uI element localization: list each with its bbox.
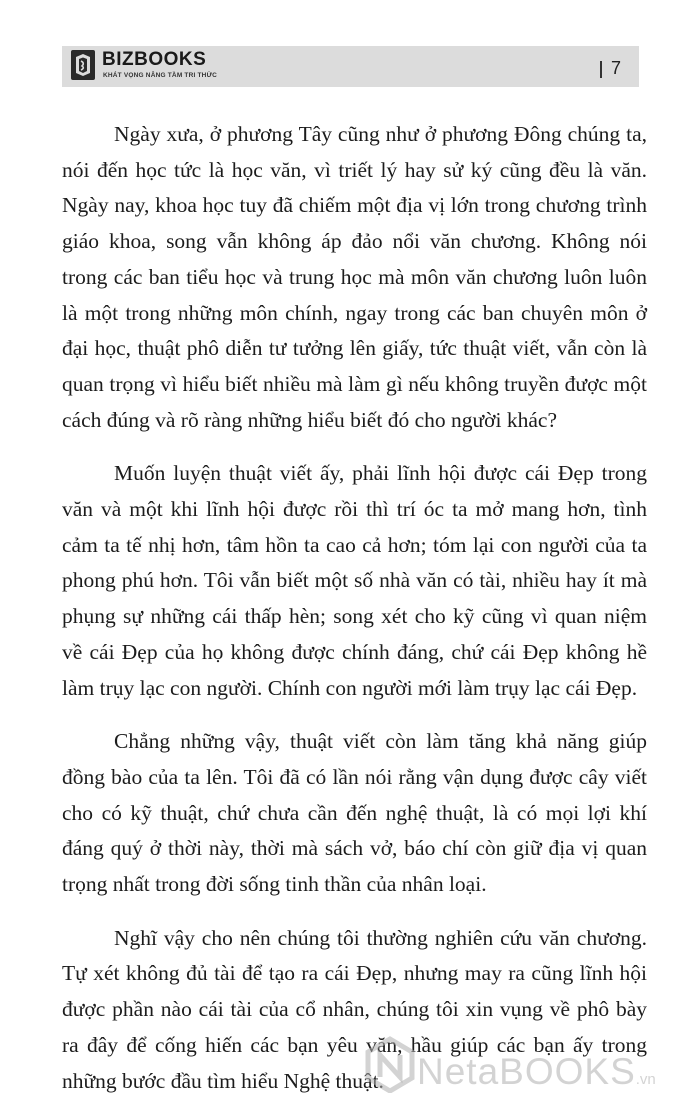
watermark-brand: NetaBOOKS xyxy=(417,1051,636,1092)
brand-tagline: KHÁT VỌNG NÂNG TẦM TRI THỨC xyxy=(103,72,218,79)
paragraph: Muốn luyện thuật viết ấy, phải lĩnh hội được cái Đẹp trong văn và một khi lĩnh hội được rồi thì trí óc ta mở mang hơn, tình cảm ta tế nhị hơn, tâm hồn ta cao cả hơn; tóm lại con người của ta phong phú hơn. Tôi vẫn biết một số nhà văn có tài, nhiều hay ít mà phụng sự những cái thấp hèn; song xét cho kỹ cũng vì quan niệm về cái Đẹp của họ không được chính đáng, chứ cái Đẹp không hề làm trụy lạc con người. Chính con người mới làm trụy lạc cái Đẹp. xyxy=(62,461,647,700)
watermark-domain: .vn xyxy=(635,1071,656,1088)
paragraph: Ngày xưa, ở phương Tây cũng như ở phương Đông chúng ta, nói đến học tức là học văn, vì triết lý hay sử ký cũng đều là văn. Ngày nay, khoa học tuy đã chiếm một địa vị lớn trong chương trình giáo khoa, song vẫn không áp đảo nổi văn chương. Không nói trong các ban tiểu học và trung học mà môn văn chương luôn luôn là một trong những môn chính, ngay trong các ban chuyên môn ở đại học, thuật phô diễn tư tưởng lên giấy, tức thuật viết, vẫn còn là quan trọng vì hiểu biết nhiều mà làm gì nếu không truyền được một cách đúng và rõ ràng những hiểu biết đó cho người khác? xyxy=(62,122,647,432)
page-number-divider xyxy=(600,61,602,78)
bizbooks-logo-icon xyxy=(70,49,96,81)
brand-name: BIZBOOKS xyxy=(102,49,207,70)
watermark-text xyxy=(417,1052,656,1100)
paragraph: Nghĩ vậy cho nên chúng tôi thường nghiên cứu văn chương. Tự xét không đủ tài để tạo ra cái Đẹp, nhưng may ra cũng lĩnh hội được phần nào cái tài của cổ nhân, chúng tôi xin vụng về phô bày ra đây để cống hiến các bạn yêu văn, hầu giúp các bạn ấy trong những bước đầu tìm hiểu Nghệ thuật. xyxy=(62,925,647,1093)
paragraph: Chẳng những vậy, thuật viết còn làm tăng khả năng giúp đồng bào của ta lên. Tôi đã có lần nói rằng vận dụng được cây viết cho có kỹ thuật, chứ chưa cần đến nghệ thuật, là có mọi lợi khí đáng quý ở thời này, thời mà sách vở, báo chí còn giữ địa vị quan trọng nhất trong đời sống tinh thần của nhân loại. xyxy=(62,729,647,897)
body-text xyxy=(62,117,647,1117)
page-number: 7 xyxy=(611,58,622,78)
